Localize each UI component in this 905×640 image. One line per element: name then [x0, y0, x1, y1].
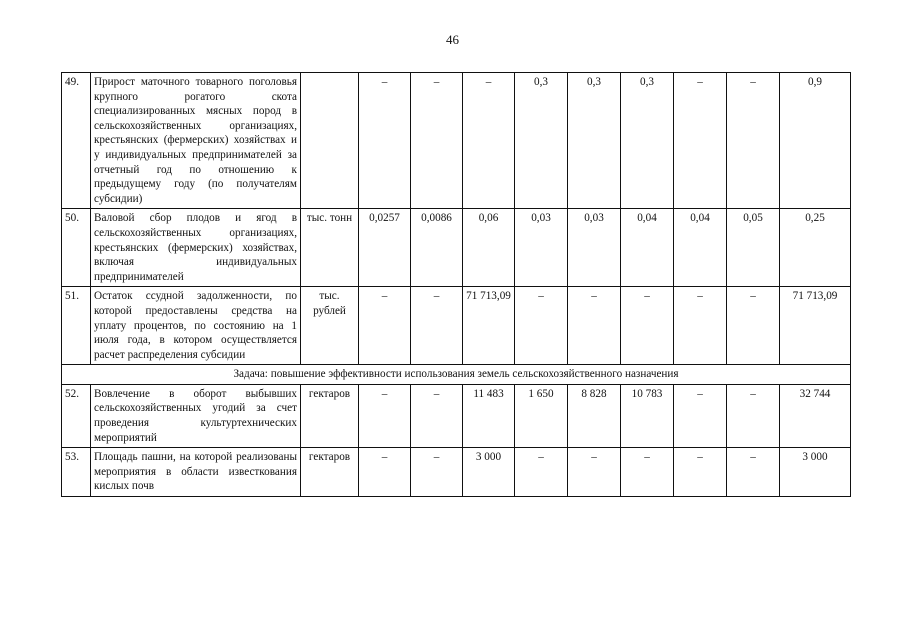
value-cell: –	[463, 73, 515, 209]
value-cell: 0,04	[621, 209, 674, 287]
value-cell: –	[359, 73, 411, 209]
value-cell: –	[359, 287, 411, 365]
table-row-51	[62, 287, 851, 365]
value-cell: –	[674, 287, 727, 365]
total-cell: 3 000	[780, 448, 851, 497]
total-cell: 0,25	[780, 209, 851, 287]
value-cell: –	[674, 448, 727, 497]
value-cell: –	[359, 384, 411, 447]
value-cell: 0,03	[568, 209, 621, 287]
unit-cell	[301, 73, 359, 209]
value-cell: –	[727, 448, 780, 497]
task-heading: Задача: повышение эффективности использования земель сельскохозяйственного назначения	[62, 365, 851, 385]
value-cell: –	[568, 448, 621, 497]
value-cell: 1 650	[515, 384, 568, 447]
unit-cell: тыс. рублей	[301, 287, 359, 365]
value-cell: 0,05	[727, 209, 780, 287]
value-cell: –	[727, 73, 780, 209]
value-cell: 0,0086	[411, 209, 463, 287]
value-cell: –	[674, 384, 727, 447]
value-cell: –	[727, 384, 780, 447]
value-cell: 0,3	[515, 73, 568, 209]
value-cell: –	[411, 448, 463, 497]
indicator-description: Валовой сбор плодов и ягод в сельскохозяйственных организациях, крестьянских (фермерских) хозяйствах, включая индивидуальных предпринимателей	[91, 209, 301, 287]
value-cell: –	[621, 287, 674, 365]
indicator-description: Остаток ссудной задолженности, по которой предоставлены средства на уплату процентов, по состоянию на 1 июля года, в котором осуществляется расчет распределения субсидии	[91, 287, 301, 365]
total-cell: 32 744	[780, 384, 851, 447]
value-cell: –	[411, 287, 463, 365]
table-body	[62, 73, 851, 497]
value-cell: 0,3	[568, 73, 621, 209]
value-cell: 3 000	[463, 448, 515, 497]
value-cell: –	[515, 448, 568, 497]
unit-cell: гектаров	[301, 448, 359, 497]
table-row-50	[62, 209, 851, 287]
table-row-52	[62, 384, 851, 447]
value-cell: –	[727, 287, 780, 365]
total-cell: 0,9	[780, 73, 851, 209]
value-cell: –	[674, 73, 727, 209]
value-cell: 0,06	[463, 209, 515, 287]
indicator-description: Площадь пашни, на которой реализованы мероприятия в области известкования кислых почв	[91, 448, 301, 497]
value-cell: 0,3	[621, 73, 674, 209]
row-number: 53.	[62, 448, 91, 497]
value-cell: –	[621, 448, 674, 497]
value-cell: –	[411, 73, 463, 209]
indicators-table	[61, 72, 851, 497]
task-row	[62, 365, 851, 385]
indicator-description: Вовлечение в оборот выбывших сельскохозяйственных угодий за счет проведения культуртехнических мероприятий	[91, 384, 301, 447]
total-cell: 71 713,09	[780, 287, 851, 365]
row-number: 50.	[62, 209, 91, 287]
value-cell: 10 783	[621, 384, 674, 447]
value-cell: 0,03	[515, 209, 568, 287]
page-number: 46	[446, 32, 459, 47]
value-cell: 0,0257	[359, 209, 411, 287]
value-cell: 71 713,09	[463, 287, 515, 365]
row-number: 52.	[62, 384, 91, 447]
table-row-49	[62, 73, 851, 209]
value-cell: 11 483	[463, 384, 515, 447]
row-number: 51.	[62, 287, 91, 365]
indicator-description: Прирост маточного товарного поголовья крупного рогатого скота специализированных мясных пород в сельскохозяйственных организациях, крестьянских (фермерских) хозяйствах и у индивидуальных предпринимателей за отчетный год по отношению к предыдущему году (по получателям субсидии)	[91, 73, 301, 209]
row-number: 49.	[62, 73, 91, 209]
unit-cell: гектаров	[301, 384, 359, 447]
value-cell: –	[568, 287, 621, 365]
value-cell: 0,04	[674, 209, 727, 287]
value-cell: –	[411, 384, 463, 447]
value-cell: –	[359, 448, 411, 497]
unit-cell: тыс. тонн	[301, 209, 359, 287]
value-cell: 8 828	[568, 384, 621, 447]
value-cell: –	[515, 287, 568, 365]
table-row-53	[62, 448, 851, 497]
